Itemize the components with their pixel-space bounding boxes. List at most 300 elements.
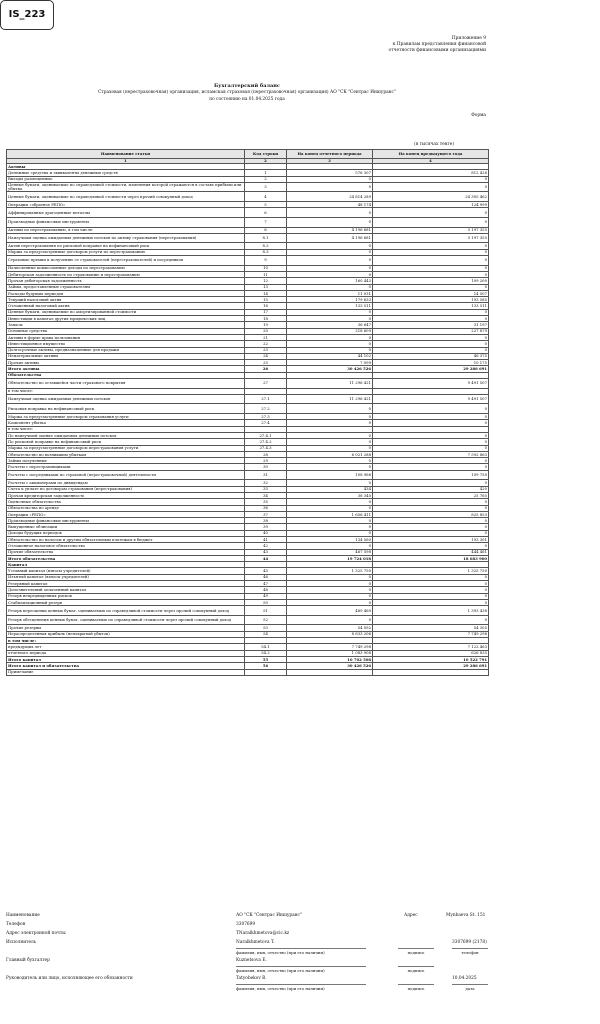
item-name-cell: Обязательства <box>7 372 245 378</box>
line-code-cell: 20 <box>245 328 287 334</box>
previous-year-cell: 0 <box>373 445 489 451</box>
item-name-cell: Обязательство по налогам и другим обязательным платежам в бюджет <box>7 537 245 543</box>
current-period-cell: 0 <box>287 581 373 587</box>
item-name-cell: Денежные средства и эквиваленты денежных средств <box>7 170 245 176</box>
line-code-cell: 8.3 <box>245 249 287 255</box>
appendix-line: отчетности финансовыми организациями <box>388 48 486 53</box>
current-period-cell: 48 174 <box>287 202 373 208</box>
line-code-cell: 2 <box>245 176 287 182</box>
current-period-cell: 0 <box>287 574 373 580</box>
item-name-cell: Итого капитал <box>7 656 245 662</box>
line-code-cell: 7 <box>245 217 287 227</box>
appendix-line: к Правилам представления финансовой <box>392 42 486 47</box>
sign-caption: подпись <box>398 948 434 955</box>
previous-year-cell <box>373 669 489 675</box>
chief-accountant-label: Главный бухгалтер <box>6 958 50 963</box>
line-code-cell: 54.2 <box>245 650 287 656</box>
item-name-cell: Ценные бумаги, оцениваемые по амортизированной стоимости <box>7 309 245 315</box>
previous-year-cell: 0 <box>373 505 489 511</box>
item-name-cell: Активы в форме права пользования <box>7 334 245 340</box>
column-number: 3 <box>287 159 373 164</box>
current-period-cell: 0 <box>287 439 373 445</box>
item-name-cell: Обязательство по оставшейся части страхового покрытия <box>7 378 245 388</box>
item-name-cell: Расчеты с перестраховщиками <box>7 464 245 470</box>
line-code-cell: 8.1 <box>245 233 287 243</box>
item-name-cell: Ценные бумаги, оцениваемые по справедливой стоимости, изменения которой отражаются в составе прибыли или убытка <box>7 182 245 192</box>
item-name-cell: Текущий налоговый актив <box>7 297 245 303</box>
balance-sheet-body <box>7 164 489 676</box>
line-code-cell: 6 <box>245 208 287 218</box>
current-period-cell: 0 <box>287 414 373 420</box>
previous-year-cell: 0 <box>373 334 489 340</box>
current-period-cell: 30 426 526 <box>287 663 373 669</box>
previous-year-cell: 14 507 <box>373 290 489 296</box>
line-code-cell: 12 <box>245 278 287 284</box>
current-period-cell: 0 <box>287 420 373 426</box>
line-code-cell: 34 <box>245 492 287 498</box>
head-name: Tatyobekov B. <box>236 976 267 981</box>
header-item-name: Наименование статьи <box>7 150 245 159</box>
item-name-cell: Резерв обесценения ценных бумаг, оцениваемых по справедливой стоимости через прочий совокупный доход <box>7 615 245 625</box>
previous-year-cell: 18 683 900 <box>373 555 489 561</box>
line-code-cell: 21 <box>245 334 287 340</box>
previous-year-cell: 25 765 <box>373 492 489 498</box>
line-code-cell: 40 <box>245 530 287 536</box>
line-code-cell: 10 <box>245 265 287 271</box>
previous-year-cell: 0 <box>373 615 489 625</box>
previous-year-cell: 0 <box>373 599 489 605</box>
line-code-cell: 37 <box>245 511 287 517</box>
previous-year-cell: 0 <box>373 243 489 249</box>
line-code-cell: 3 <box>245 182 287 192</box>
document-title: Бухгалтерский баланс <box>214 83 280 89</box>
current-period-cell: 134 560 <box>287 537 373 543</box>
previous-year-cell: 0 <box>373 414 489 420</box>
item-name-cell: Активы по перестрахованию, в том числе: <box>7 227 245 233</box>
line-code-cell: 17 <box>245 309 287 315</box>
address-value: Mynbaeva St. 151 <box>446 913 486 918</box>
line-code-cell: 30 <box>245 464 287 470</box>
line-code-cell: 27.2 <box>245 404 287 414</box>
table-row <box>7 217 489 227</box>
item-name-cell: Производные финансовые инструменты <box>7 518 245 524</box>
current-period-cell: 0 <box>287 530 373 536</box>
previous-year-cell: 9 491 507 <box>373 378 489 388</box>
previous-year-cell: 10 175 <box>373 360 489 366</box>
line-code-cell: 23 <box>245 347 287 353</box>
current-period-cell: 179 633 <box>287 297 373 303</box>
previous-year-cell: 0 <box>373 420 489 426</box>
line-code-cell: 55 <box>245 656 287 662</box>
units-note: (в тысячах тенге) <box>414 142 454 147</box>
item-name-cell: Займы, предоставленные страхователям <box>7 284 245 290</box>
document-id-tag: IS_223 <box>0 0 54 30</box>
previous-year-cell: 3 197 355 <box>373 233 489 243</box>
phone-label: Телефон <box>6 922 26 927</box>
current-period-cell: 6 021 288 <box>287 451 373 457</box>
table-row <box>7 182 489 192</box>
current-period-cell: 4 196 681 <box>287 233 373 243</box>
item-name-cell: Операции «РЕПО» <box>7 511 245 517</box>
item-name-cell: Отложенный налоговый актив <box>7 303 245 309</box>
table-row <box>7 233 489 243</box>
current-period-cell: 0 <box>287 615 373 625</box>
line-code-cell: 53 <box>245 625 287 631</box>
sign-caption: подпись <box>398 966 434 973</box>
balance-sheet-table <box>6 149 489 676</box>
item-name-cell: Дополнительный оплаченный капитал <box>7 587 245 593</box>
current-period-cell: 0 <box>287 432 373 438</box>
item-name-cell: Долгосрочные активы, предназначенные для продажи <box>7 347 245 353</box>
current-period-cell: 38 340 <box>287 492 373 498</box>
item-name-cell: Компонент убытка <box>7 420 245 426</box>
previous-year-cell: 7 749 298 <box>373 631 489 637</box>
item-name-cell: Капитал <box>7 562 245 568</box>
current-period-cell: 0 <box>287 543 373 549</box>
current-period-cell: 0 <box>287 499 373 505</box>
previous-year-cell: 0 <box>373 543 489 549</box>
item-name-cell: Уставный капитал (взносы учредителей) <box>7 568 245 574</box>
previous-year-cell: 10 522 791 <box>373 656 489 662</box>
line-code-cell: 11 <box>245 271 287 277</box>
item-name-cell: Основные средства <box>7 328 245 334</box>
email-value: TNaralkhmetova@cic.kz <box>236 931 290 936</box>
current-period-cell: 7 749 298 <box>287 644 373 650</box>
current-period-cell: 0 <box>287 445 373 451</box>
appendix-line: Приложение 9 <box>451 36 486 41</box>
item-name-cell: Выпущенные облигации <box>7 524 245 530</box>
report-date-line: по состоянию на 01.04.2025 года <box>209 97 285 102</box>
previous-year-cell: 0 <box>373 432 489 438</box>
previous-year-cell: 227 879 <box>373 328 489 334</box>
organization-line: Страховая (перестраховочная) организация, исламская страховая (перестраховочная) организация) АО "СК "Сентрас Иншуранс" <box>98 90 396 95</box>
line-code-cell: 26 <box>245 366 287 372</box>
line-code-cell: 24 <box>245 353 287 359</box>
line-code-cell: 27.1 <box>245 394 287 404</box>
current-period-cell: 0 <box>287 265 373 271</box>
chief-accountant-name: Kuznetsova E. <box>236 958 267 963</box>
item-name-cell: предыдущих лет <box>7 644 245 650</box>
current-period-cell: 0 <box>287 505 373 511</box>
sign-caption: подпись <box>398 984 434 991</box>
line-code-cell: 28 <box>245 451 287 457</box>
current-period-cell: 0 <box>287 464 373 470</box>
item-name-cell: Доходы будущих периодов <box>7 530 245 536</box>
item-name-cell: Нераспределенная прибыль (непокрытый убыток) <box>7 631 245 637</box>
item-name-cell: Расчеты с посредниками по страховой (перестраховочной) деятельности <box>7 470 245 480</box>
header-current-period: На конец отчетного периода <box>287 150 373 159</box>
table-header-row <box>7 150 489 159</box>
current-period-cell: 0 <box>287 284 373 290</box>
item-name-cell: Итого обязательства <box>7 555 245 561</box>
previous-year-cell: 0 <box>373 176 489 182</box>
current-period-cell: 11 296 421 <box>287 378 373 388</box>
item-name-cell: Начисленные комиссионные доходы по перестрахованию <box>7 265 245 271</box>
previous-year-cell: 0 <box>373 499 489 505</box>
current-period-cell: 36 647 <box>287 322 373 328</box>
previous-year-cell: 0 <box>373 217 489 227</box>
line-code-cell: 44 <box>245 555 287 561</box>
previous-year-cell: 0 <box>373 284 489 290</box>
current-period-cell: 0 <box>287 404 373 414</box>
table-row <box>7 192 489 202</box>
header-previous-year: На конец предыдущего года <box>373 150 489 159</box>
previous-year-cell: 0 <box>373 480 489 486</box>
item-name-cell: Изъятый капитал (взносы учредителей) <box>7 574 245 580</box>
previous-year-cell: 0 <box>373 464 489 470</box>
previous-year-cell: 9 491 507 <box>373 394 489 404</box>
current-period-cell: 24 814 289 <box>287 192 373 202</box>
line-code-cell: 27.4 <box>245 420 287 426</box>
line-code-cell: 8 <box>245 227 287 233</box>
item-name-cell: Маржа за предусмотренные договором страхования услуги <box>7 414 245 420</box>
previous-year-cell: 1 325 750 <box>373 568 489 574</box>
current-period-cell: 0 <box>287 587 373 593</box>
line-code-cell: 36 <box>245 505 287 511</box>
current-period-cell: 0 <box>287 458 373 464</box>
previous-year-cell: 0 <box>373 404 489 414</box>
column-number: 1 <box>7 159 245 164</box>
current-period-cell: 218 609 <box>287 328 373 334</box>
current-period-cell: 11 296 421 <box>287 394 373 404</box>
table-row <box>7 208 489 218</box>
phone-caption: телефон <box>452 948 488 955</box>
current-period-cell: 0 <box>287 524 373 530</box>
current-period-cell: 160 443 <box>287 278 373 284</box>
previous-year-cell: 29 286 691 <box>373 366 489 372</box>
line-code-cell: 19 <box>245 322 287 328</box>
current-period-cell: 0 <box>287 182 373 192</box>
item-name-cell: в том числе: <box>7 388 245 394</box>
previous-year-cell: 7 592 863 <box>373 451 489 457</box>
address-label: Адрес <box>404 913 418 918</box>
line-code-cell: 51 <box>245 606 287 616</box>
current-period-cell: 467 598 <box>287 549 373 555</box>
current-period-cell: 0 <box>287 347 373 353</box>
line-code-cell: 16 <box>245 303 287 309</box>
previous-year-cell: 54 305 <box>373 625 489 631</box>
current-period-cell: 108 966 <box>287 470 373 480</box>
current-period-cell: 1 325 750 <box>287 568 373 574</box>
previous-year-cell: 109 750 <box>373 470 489 480</box>
current-period-cell: 434 <box>287 486 373 492</box>
previous-year-cell: 124 999 <box>373 202 489 208</box>
line-code-cell: 29 <box>245 458 287 464</box>
item-name-cell: Расчеты с акционерами по дивидендам <box>7 480 245 486</box>
line-code-cell: 52 <box>245 615 287 625</box>
previous-year-cell: 1 393 438 <box>373 606 489 616</box>
current-period-cell: 0 <box>287 271 373 277</box>
line-code-cell: 14 <box>245 290 287 296</box>
current-period-cell: 19 724 018 <box>287 555 373 561</box>
previous-year-cell: 133 511 <box>373 303 489 309</box>
item-name-cell: Отложенное налоговое обязательство <box>7 543 245 549</box>
item-name-cell: Маржа за предусмотренные договором услуги по перестрахованию <box>7 249 245 255</box>
line-code-cell: 47 <box>245 581 287 587</box>
current-period-cell: 8 833 206 <box>287 631 373 637</box>
table-row <box>7 256 489 266</box>
line-code-cell: 49 <box>245 593 287 599</box>
item-name-cell: Наилучшая оценка ожидаемых денежных потоков по активу страхования (перестрахования) <box>7 233 245 243</box>
current-period-cell: 44 102 <box>287 353 373 359</box>
previous-year-cell: 109 200 <box>373 278 489 284</box>
item-name-cell: Производные финансовые инструменты <box>7 217 245 227</box>
current-period-cell: 4 196 681 <box>287 227 373 233</box>
line-code-cell: 9 <box>245 256 287 266</box>
current-period-cell: 0 <box>287 249 373 255</box>
org-name-value: АО "СК "Сентрас Иншуранс" <box>236 913 302 918</box>
previous-year-cell: 46 375 <box>373 353 489 359</box>
line-code-cell: 56 <box>245 663 287 669</box>
line-code-cell: 39 <box>245 524 287 530</box>
previous-year-cell: 0 <box>373 341 489 347</box>
line-code-cell: 5 <box>245 202 287 208</box>
item-name-cell: в том числе: <box>7 638 245 644</box>
item-name-cell: Нематериальные активы <box>7 353 245 359</box>
previous-year-cell: 0 <box>373 574 489 580</box>
item-name-cell: Резерв переоценки ценных бумаг, оцениваемых по справедливой стоимости через прочий совокупный доход <box>7 606 245 616</box>
item-name-cell: Инвестиции в капитал других юридических лиц <box>7 316 245 322</box>
column-number: 2 <box>245 159 287 164</box>
line-code-cell: 8.2 <box>245 243 287 249</box>
previous-year-cell: 0 <box>373 256 489 266</box>
line-code-cell: 13 <box>245 284 287 290</box>
item-name-cell: в том числе: <box>7 426 245 432</box>
item-name-cell: Аффинированные драгоценные металлы <box>7 208 245 218</box>
item-name-cell: Активы <box>7 164 245 170</box>
current-period-cell: 0 <box>287 176 373 182</box>
previous-year-cell: 7 122 463 <box>373 644 489 650</box>
item-name-cell: Операции «обратное РЕПО» <box>7 202 245 208</box>
previous-year-cell: 812 426 <box>373 170 489 176</box>
previous-year-cell: 0 <box>373 208 489 218</box>
form-label: Форма <box>471 113 486 118</box>
previous-year-cell: 0 <box>373 265 489 271</box>
previous-year-cell: 3 197 355 <box>373 227 489 233</box>
column-number: 4 <box>373 159 489 164</box>
line-code-cell: 27.4.3 <box>245 445 287 451</box>
table-row <box>7 606 489 616</box>
line-code-cell: 4 <box>245 192 287 202</box>
current-period-cell: 54 092 <box>287 625 373 631</box>
previous-year-cell: 444 461 <box>373 549 489 555</box>
previous-year-cell: 193 585 <box>373 297 489 303</box>
line-code-cell: 27.3 <box>245 414 287 420</box>
previous-year-cell: 0 <box>373 587 489 593</box>
item-name-cell: Прочие резервы <box>7 625 245 631</box>
line-code-cell: 46 <box>245 574 287 580</box>
previous-year-cell: 29 286 691 <box>373 663 489 669</box>
current-period-cell: 133 511 <box>287 303 373 309</box>
previous-year-cell: 626 835 <box>373 650 489 656</box>
previous-year-cell: 0 <box>373 249 489 255</box>
current-period-cell: 0 <box>287 341 373 347</box>
item-name-cell: Прочие активы <box>7 360 245 366</box>
line-code-cell: 45 <box>245 568 287 574</box>
previous-year-cell: 0 <box>373 581 489 587</box>
current-period-cell: 489 460 <box>287 606 373 616</box>
executor-phone: 3307699 (2178) <box>452 940 487 945</box>
item-name-cell: Дебиторская задолженность по страхованию и перестрахованию <box>7 271 245 277</box>
item-name-cell: отчетного периода <box>7 650 245 656</box>
previous-year-cell: 31 197 <box>373 322 489 328</box>
item-name-cell: Стабилизационный резерв <box>7 599 245 605</box>
previous-year-cell: 0 <box>373 439 489 445</box>
current-period-cell: 0 <box>287 316 373 322</box>
table-row <box>7 404 489 414</box>
item-name-cell: Ценные бумаги, оцениваемые по справедливой стоимости через прочий совокупный доход <box>7 192 245 202</box>
appendix-note <box>366 36 486 54</box>
line-code-cell: 38 <box>245 518 287 524</box>
current-period-cell: 1 656 411 <box>287 511 373 517</box>
previous-year-cell: 825 853 <box>373 511 489 517</box>
org-name-label: Наименование <box>6 913 40 918</box>
current-period-cell: 10 702 508 <box>287 656 373 662</box>
line-code-cell: 32 <box>245 480 287 486</box>
item-name-cell: Счета к уплате по договорам страхования (перестрахования) <box>7 486 245 492</box>
current-period-cell: 0 <box>287 518 373 524</box>
line-code-cell: 27 <box>245 378 287 388</box>
line-code-cell: 42 <box>245 543 287 549</box>
current-period-cell: 30 426 526 <box>287 366 373 372</box>
table-row <box>7 615 489 625</box>
table-row <box>7 669 489 675</box>
item-name-cell: Инвестиционное имущество <box>7 341 245 347</box>
current-period-cell <box>287 669 373 675</box>
table-row <box>7 470 489 480</box>
line-code-cell: 18 <box>245 316 287 322</box>
previous-year-cell: 0 <box>373 309 489 315</box>
item-name-cell: Расходы будущих периодов <box>7 290 245 296</box>
current-period-cell: 0 <box>287 208 373 218</box>
current-period-cell: 1 083 908 <box>287 650 373 656</box>
item-name-cell: Наилучшая оценка ожидаемых денежных потоков <box>7 394 245 404</box>
item-name-cell: Итого капитал и обязательства <box>7 663 245 669</box>
line-code-cell: 41 <box>245 537 287 543</box>
item-name-cell: Обязательства по аренде <box>7 505 245 511</box>
previous-year-cell: 193 301 <box>373 537 489 543</box>
item-name-cell: Прочие обязательства <box>7 549 245 555</box>
line-code-cell: 54.1 <box>245 644 287 650</box>
line-code-cell: 25 <box>245 360 287 366</box>
item-name-cell: Вклады размещенные <box>7 176 245 182</box>
line-code-cell: 27.4.1 <box>245 432 287 438</box>
previous-year-cell: 0 <box>373 347 489 353</box>
item-name-cell: Маржа за предусмотренные договором перестрахования услуги <box>7 445 245 451</box>
item-name-cell: Рисковая поправка на нефинансовый риск <box>7 404 245 414</box>
line-code-cell: 27.4.2 <box>245 439 287 445</box>
line-code-cell: 54 <box>245 631 287 637</box>
current-period-cell: 0 <box>287 256 373 266</box>
previous-year-cell: 420 <box>373 486 489 492</box>
item-name-cell: Итого активы <box>7 366 245 372</box>
item-name-cell: Актив перестрахования по рисковой поправке на нефинансовый риск <box>7 243 245 249</box>
previous-year-cell: 0 <box>373 458 489 464</box>
item-name-cell: Займы полученные <box>7 458 245 464</box>
line-code-cell <box>245 669 287 675</box>
previous-year-cell: 24 305 462 <box>373 192 489 202</box>
current-period-cell: 0 <box>287 243 373 249</box>
header-line-code: Код строки <box>245 150 287 159</box>
current-period-cell: 0 <box>287 217 373 227</box>
item-name-cell: Обязательство по возникшим убыткам <box>7 451 245 457</box>
fio-caption: фамилия, имя, отчество (при его наличии) <box>236 984 366 991</box>
item-name-cell: Прочая кредиторская задолженность <box>7 492 245 498</box>
line-code-cell: 48 <box>245 587 287 593</box>
line-code-cell: 35 <box>245 499 287 505</box>
line-code-cell: 33 <box>245 486 287 492</box>
line-code-cell: 1 <box>245 170 287 176</box>
